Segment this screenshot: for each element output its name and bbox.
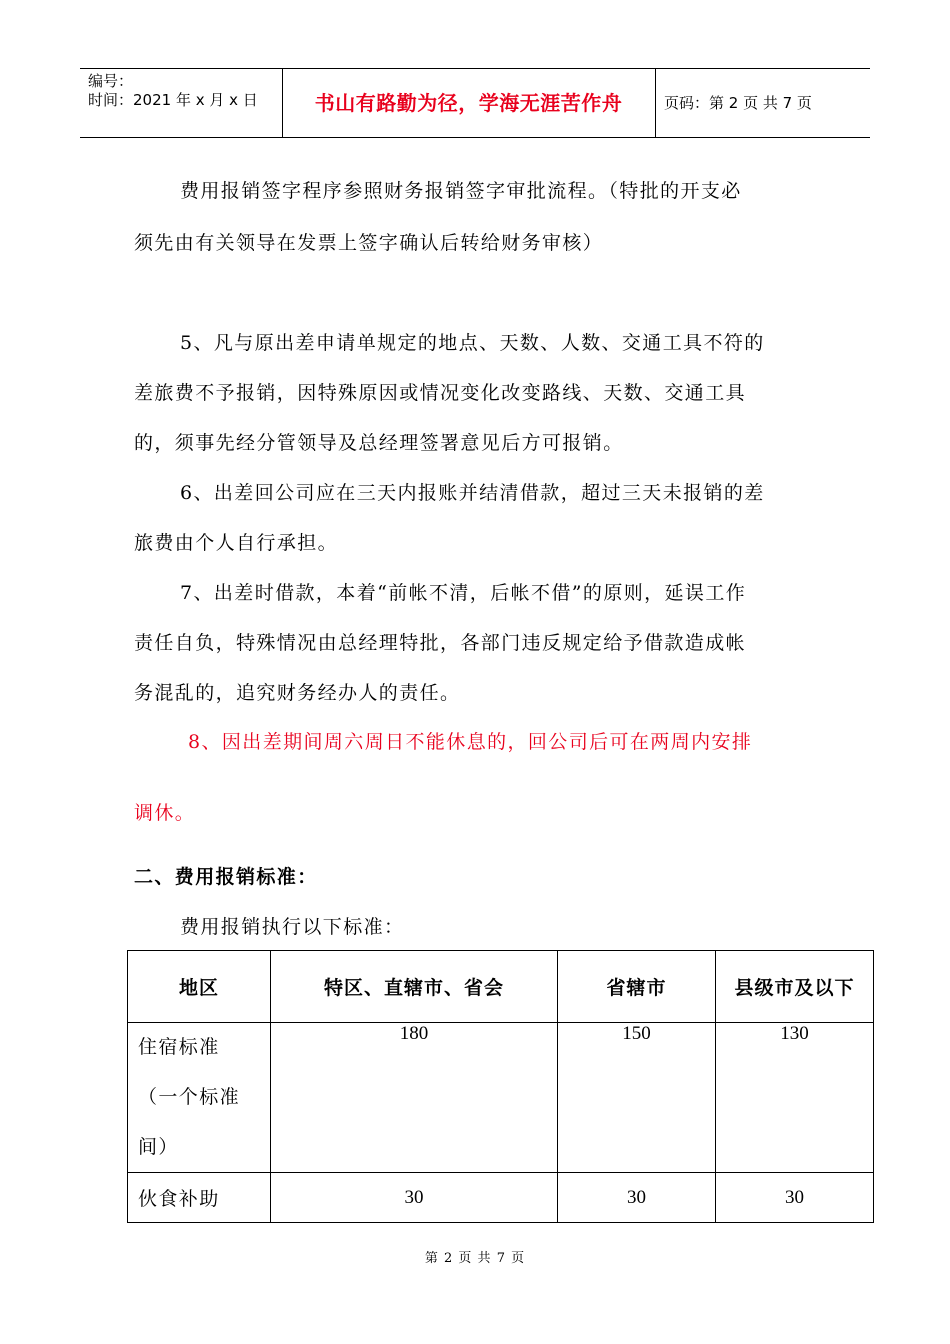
page-footer: 第 2 页 共 7 页 xyxy=(424,1251,526,1266)
text-line: 5、凡与原出差申请单规定的地点、天数、人数、交通工具不符的 xyxy=(180,332,765,354)
table-row xyxy=(128,1173,874,1223)
table-cell-value: 180 xyxy=(271,1023,558,1173)
reimbursement-standards-table xyxy=(127,950,874,1223)
header-motto: 书山有路勤为径，学海无涯苦作舟 xyxy=(282,69,656,137)
table-header-cell: 特区、直辖市、省会 xyxy=(271,951,558,1023)
text-line: 调休。 xyxy=(134,802,196,824)
text-line: 的，须事先经分管领导及总经理签署意见后方可报销。 xyxy=(134,432,624,454)
table-cell-value: 150 xyxy=(558,1023,716,1173)
text-line: 6、出差回公司应在三天内报账并结清借款，超过三天未报销的差 xyxy=(180,482,765,504)
table-header-cell: 县级市及以下 xyxy=(716,951,874,1023)
table-intro-text: 费用报销执行以下标准： xyxy=(180,916,405,938)
text-line: 8、因出差期间周六周日不能休息的，回公司后可在两周内安排 xyxy=(188,731,753,753)
table-cell-value: 30 xyxy=(716,1173,874,1223)
table-row-label xyxy=(128,1023,271,1173)
header-page-number: 页码：第 2 页 共 7 页 xyxy=(664,94,812,112)
header-time: 时间：2021 年 x 月 x 日 xyxy=(88,91,258,109)
page-header xyxy=(80,68,870,138)
table-cell-value: 30 xyxy=(271,1173,558,1223)
label-line: 住宿标准 xyxy=(138,1036,220,1058)
text-line: 须先由有关领导在发票上签字确认后转给财务审核） xyxy=(134,232,604,254)
table-header-cell: 省辖市 xyxy=(558,951,716,1023)
header-meta xyxy=(80,69,283,137)
text-line: 旅费由个人自行承担。 xyxy=(134,532,339,554)
header-number: 编号： xyxy=(88,72,134,90)
label-line: （一个标准 xyxy=(138,1086,241,1108)
text-line: 责任自负，特殊情况由总经理特批，各部门违反规定给予借款造成帐 xyxy=(134,632,747,654)
text-line: 7、出差时借款，本着“前帐不清，后帐不借”的原则，延误工作 xyxy=(180,582,747,604)
label-line: 间） xyxy=(138,1136,179,1158)
table-header-row xyxy=(128,951,874,1023)
table-cell-value: 130 xyxy=(716,1023,874,1173)
text-line: 务混乱的，追究财务经办人的责任。 xyxy=(134,682,461,704)
text-line: 差旅费不予报销，因特殊原因或情况变化改变路线、天数、交通工具 xyxy=(134,382,747,404)
table-cell-value: 30 xyxy=(558,1173,716,1223)
table-row-label: 伙食补助 xyxy=(128,1173,271,1223)
table-header-cell: 地区 xyxy=(128,951,271,1023)
text-line: 费用报销签字程序参照财务报销签字审批流程。（特批的开支必 xyxy=(180,180,742,202)
section-title-text: 二、费用报销标准： xyxy=(134,866,318,888)
table-row xyxy=(128,1023,874,1173)
